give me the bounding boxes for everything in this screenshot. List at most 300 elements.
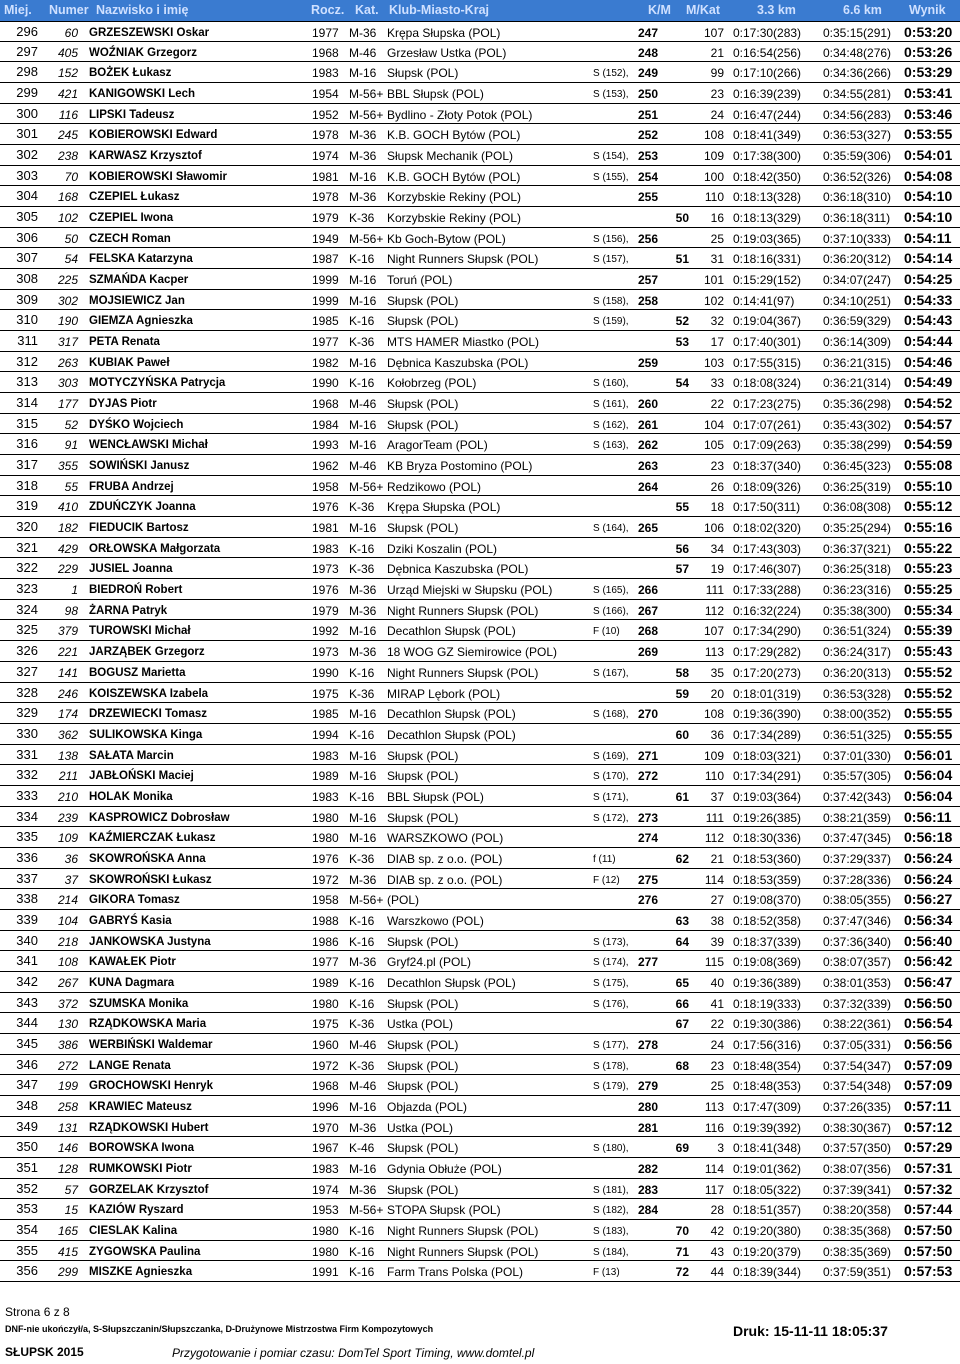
category-place-cell: 26 — [710, 479, 724, 494]
women-place-cell: 56 — [675, 541, 689, 556]
club-cell: Krępa Słupska (POL) — [387, 500, 501, 515]
women-place-cell: 53 — [675, 335, 689, 350]
table-row — [0, 1241, 960, 1262]
result-cell: 0:54:10 — [904, 188, 953, 205]
athlete-name-cell: SAŁATA Marcin — [89, 749, 174, 762]
category-cell: M-56+ — [349, 1203, 384, 1218]
rank-cell: 339 — [16, 911, 38, 927]
club-cell: MIRAP Lębork (POL) — [387, 686, 501, 701]
category-cell: K-36 — [349, 562, 375, 577]
club-cell: Słupsk (POL) — [387, 934, 459, 949]
birth-year-cell: 1970 — [312, 1120, 339, 1135]
rank-cell: 303 — [16, 167, 38, 183]
bib-number-cell: 199 — [57, 1079, 78, 1094]
split-2-cell: 0:35:38(300) — [823, 603, 892, 618]
men-place-cell: 272 — [637, 769, 658, 784]
rank-cell: 340 — [16, 932, 38, 948]
category-cell: M-56+ — [349, 107, 384, 122]
women-place-cell: 67 — [675, 1017, 689, 1032]
category-place-cell: 25 — [710, 1079, 724, 1094]
table-row — [0, 104, 960, 125]
table-row — [0, 558, 960, 579]
athlete-name-cell: KUNA Dagmara — [89, 976, 175, 989]
category-place-cell: 114 — [704, 872, 724, 887]
athlete-name-cell: BIEDROŃ Robert — [89, 584, 183, 597]
club-cell: Dębnica Kaszubska (POL) — [387, 355, 529, 370]
bib-number-cell: 239 — [57, 810, 78, 825]
rank-cell: 326 — [16, 643, 38, 659]
split-2-cell: 0:36:20(313) — [823, 665, 892, 680]
bib-number-cell: 190 — [57, 314, 78, 329]
birth-year-cell: 1989 — [312, 975, 339, 990]
category-cell: K-16 — [349, 996, 375, 1011]
bib-number-cell: 218 — [57, 934, 78, 949]
split-1-cell: 0:17:34(291) — [733, 769, 802, 784]
header-club: Klub-Miasto-Kraj — [389, 3, 489, 17]
split-2-cell: 0:37:39(341) — [823, 1182, 892, 1197]
category-place-cell: 24 — [710, 1037, 724, 1052]
rank-cell: 329 — [16, 705, 38, 721]
men-place-cell: 247 — [637, 26, 658, 40]
table-row — [0, 1034, 960, 1055]
club-cell: Słupsk (POL) — [387, 1037, 459, 1052]
header-year: Rocz. — [311, 3, 345, 17]
result-cell: 0:57:50 — [904, 1242, 953, 1259]
split-2-cell: 0:34:36(266) — [823, 66, 892, 81]
category-place-cell: 103 — [703, 355, 724, 370]
birth-year-cell: 1981 — [312, 521, 339, 536]
split-2-cell: 0:37:32(339) — [823, 996, 892, 1011]
split-2-cell: 0:36:45(323) — [823, 459, 892, 474]
club-cell: DIAB sp. z o.o. (POL) — [387, 872, 503, 887]
split-2-cell: 0:37:29(337) — [823, 851, 892, 866]
athlete-name-cell: FRUBA Andrzej — [89, 480, 174, 493]
split-1-cell: 0:17:56(316) — [733, 1037, 802, 1052]
women-place-cell: 72 — [675, 1265, 689, 1280]
table-row — [0, 1158, 960, 1179]
birth-year-cell: 1980 — [312, 1223, 339, 1238]
table-row — [0, 765, 960, 786]
split-1-cell: 0:15:29(152) — [733, 273, 802, 288]
print-timestamp: Druk: 15-11-11 18:05:37 — [733, 1323, 888, 1339]
local-flag-cell: S (171), — [593, 791, 629, 803]
men-place-cell: 277 — [637, 955, 658, 970]
bib-number-cell: 246 — [57, 686, 78, 701]
athlete-name-cell: TUROWSKI Michał — [89, 625, 191, 638]
category-cell: M-16 — [349, 624, 377, 639]
rank-cell: 353 — [16, 1201, 38, 1217]
rank-cell: 311 — [17, 333, 38, 349]
bib-number-cell: 355 — [57, 459, 78, 474]
split-1-cell: 0:19:08(370) — [733, 893, 802, 908]
result-cell: 0:55:08 — [904, 457, 953, 474]
club-cell: Słupsk (POL) — [387, 521, 459, 536]
men-place-cell: 252 — [637, 128, 658, 143]
category-cell: M-46 — [349, 459, 377, 474]
result-cell: 0:56:50 — [904, 994, 953, 1011]
category-cell: K-16 — [349, 376, 375, 391]
rank-cell: 315 — [16, 415, 38, 431]
split-2-cell: 0:36:59(329) — [823, 314, 892, 329]
split-1-cell: 0:19:01(362) — [733, 1161, 802, 1176]
split-1-cell: 0:18:01(319) — [733, 686, 802, 701]
men-place-cell: 281 — [637, 1120, 658, 1135]
header-name: Nazwisko i imię — [96, 3, 189, 17]
rank-cell: 308 — [16, 271, 38, 287]
header-split-2: 6.6 km — [843, 3, 882, 17]
category-cell: K-36 — [349, 1017, 375, 1032]
bib-number-cell: 131 — [57, 1120, 78, 1135]
rank-cell: 298 — [16, 64, 38, 80]
category-place-cell: 116 — [704, 1120, 724, 1135]
split-1-cell: 0:18:02(320) — [733, 521, 802, 536]
athlete-name-cell: PETA Renata — [89, 336, 160, 349]
club-cell: Korzybskie Rekiny (POL) — [387, 211, 522, 226]
rank-cell: 296 — [16, 24, 38, 39]
table-row — [0, 724, 960, 745]
category-cell: M-16 — [349, 417, 377, 432]
athlete-name-cell: KANIGOWSKI Lech — [89, 88, 196, 101]
category-place-cell: 34 — [710, 541, 724, 556]
result-cell: 0:55:39 — [904, 622, 953, 639]
split-1-cell: 0:19:20(380) — [733, 1223, 802, 1238]
bib-number-cell: 245 — [57, 128, 78, 143]
table-row — [0, 889, 960, 910]
athlete-name-cell: LIPSKI Tadeusz — [89, 108, 175, 121]
split-2-cell: 0:38:00(352) — [823, 707, 892, 722]
local-flag-cell: S (164), — [593, 523, 629, 535]
birth-year-cell: 1973 — [312, 562, 339, 577]
result-cell: 0:55:25 — [904, 581, 953, 598]
table-row — [0, 248, 960, 269]
split-2-cell: 0:36:23(316) — [823, 583, 892, 598]
birth-year-cell: 1983 — [312, 789, 339, 804]
split-1-cell: 0:17:34(289) — [733, 727, 802, 742]
club-cell: Night Runners Słupsk (POL) — [387, 1223, 539, 1238]
header-category: Kat. — [355, 3, 379, 17]
men-place-cell: 280 — [637, 1099, 658, 1114]
women-place-cell: 57 — [675, 562, 689, 577]
rank-cell: 350 — [16, 1139, 38, 1155]
table-row — [0, 869, 960, 890]
rank-cell: 304 — [16, 188, 38, 204]
category-place-cell: 23 — [710, 87, 724, 102]
club-cell: Słupsk (POL) — [387, 397, 459, 412]
local-flag-cell: F (10) — [593, 626, 620, 638]
athlete-name-cell: SZUMSKA Monika — [89, 997, 189, 1010]
bib-number-cell: 50 — [64, 231, 78, 246]
birth-year-cell: 1985 — [312, 707, 339, 722]
club-cell: Słupsk (POL) — [387, 769, 459, 784]
category-place-cell: 44 — [710, 1265, 724, 1280]
category-cell: M-36 — [349, 190, 377, 205]
rank-cell: 324 — [16, 601, 38, 617]
result-cell: 0:56:27 — [904, 891, 953, 908]
split-2-cell: 0:35:38(299) — [823, 438, 892, 453]
men-place-cell: 279 — [637, 1079, 658, 1094]
rank-cell: 348 — [16, 1097, 38, 1113]
split-1-cell: 0:17:47(309) — [733, 1099, 802, 1114]
local-flag-cell: S (170), — [593, 771, 629, 783]
bib-number-cell: 258 — [57, 1099, 78, 1114]
table-row — [0, 1117, 960, 1138]
header-result: Wynik — [909, 3, 946, 17]
split-2-cell: 0:37:47(346) — [823, 913, 892, 928]
men-place-cell: 263 — [637, 459, 658, 474]
athlete-name-cell: ORŁOWSKA Małgorzata — [89, 542, 221, 555]
split-1-cell: 0:18:09(326) — [733, 479, 802, 494]
bib-number-cell: 109 — [57, 831, 78, 846]
birth-year-cell: 1975 — [312, 686, 339, 701]
result-cell: 0:54:14 — [904, 250, 953, 267]
club-cell: Kb Goch-Bytow (POL) — [387, 231, 506, 246]
rank-cell: 343 — [16, 994, 38, 1010]
bib-number-cell: 421 — [57, 87, 78, 102]
men-place-cell: 284 — [637, 1203, 658, 1218]
split-1-cell: 0:18:13(329) — [733, 211, 802, 226]
club-cell: MTS HAMER Miastko (POL) — [387, 335, 540, 350]
women-place-cell: 52 — [675, 314, 689, 329]
bib-number-cell: 108 — [57, 955, 78, 970]
category-cell: K-16 — [349, 665, 375, 680]
result-cell: 0:55:23 — [904, 560, 953, 577]
category-cell: K-36 — [349, 851, 375, 866]
athlete-name-cell: BOROWSKA Iwona — [89, 1142, 194, 1155]
category-cell: M-56+ — [349, 479, 384, 494]
split-1-cell: 0:17:23(275) — [733, 397, 802, 412]
category-cell: K-36 — [349, 335, 375, 350]
club-cell: 18 WOG GZ Siemirowice (POL) — [387, 645, 558, 660]
result-cell: 0:57:11 — [904, 1097, 952, 1114]
rank-cell: 351 — [16, 1159, 38, 1175]
split-1-cell: 0:19:36(390) — [733, 707, 802, 722]
split-2-cell: 0:36:25(318) — [823, 562, 892, 577]
rank-cell: 320 — [16, 519, 38, 535]
athlete-name-cell: FELSKA Katarzyna — [89, 253, 193, 266]
header-rank: Miej. — [4, 3, 32, 17]
result-cell: 0:54:43 — [904, 312, 953, 329]
result-cell: 0:53:41 — [904, 85, 953, 102]
category-cell: M-16 — [349, 438, 377, 453]
category-cell: M-46 — [349, 397, 377, 412]
header-number: Numer — [49, 3, 89, 17]
split-2-cell: 0:36:18(311) — [823, 211, 891, 226]
result-cell: 0:54:10 — [904, 209, 953, 226]
split-2-cell: 0:37:42(343) — [823, 789, 892, 804]
category-place-cell: 37 — [710, 789, 724, 804]
rank-cell: 335 — [16, 829, 38, 845]
rank-cell: 334 — [16, 808, 38, 824]
category-cell: K-16 — [349, 1244, 375, 1259]
category-cell: M-36 — [349, 149, 377, 164]
athlete-name-cell: MISZKE Agnieszka — [89, 1266, 193, 1279]
category-cell: K-36 — [349, 211, 375, 226]
category-cell: K-16 — [349, 541, 375, 556]
split-1-cell: 0:17:10(266) — [733, 66, 802, 81]
category-place-cell: 21 — [710, 851, 724, 866]
split-1-cell: 0:18:16(331) — [733, 252, 802, 267]
athlete-name-cell: KAZIÓW Ryszard — [89, 1204, 184, 1217]
category-cell: M-16 — [349, 769, 377, 784]
club-cell: K.B. GOCH Bytów (POL) — [387, 169, 521, 184]
split-1-cell: 0:18:39(344) — [733, 1265, 802, 1280]
split-2-cell: 0:37:05(331) — [823, 1037, 892, 1052]
category-place-cell: 101 — [703, 273, 724, 288]
category-cell: M-46 — [349, 1079, 377, 1094]
split-1-cell: 0:17:30(283) — [733, 26, 802, 40]
split-1-cell: 0:17:33(288) — [733, 583, 802, 598]
athlete-name-cell: KARWASZ Krzysztof — [89, 150, 202, 163]
table-row — [0, 910, 960, 931]
bib-number-cell: 302 — [57, 293, 78, 308]
bib-number-cell: 54 — [64, 252, 78, 267]
club-cell: Gdynia Obłuże (POL) — [387, 1161, 502, 1176]
split-1-cell: 0:18:48(354) — [733, 1058, 802, 1073]
split-2-cell: 0:35:15(291) — [823, 26, 892, 40]
category-place-cell: 105 — [703, 438, 724, 453]
birth-year-cell: 1962 — [312, 459, 339, 474]
men-place-cell: 262 — [637, 438, 658, 453]
results-table-body — [0, 21, 960, 1282]
table-row — [0, 1013, 960, 1034]
category-cell: M-16 — [349, 748, 377, 763]
result-cell: 0:54:57 — [904, 415, 953, 432]
birth-year-cell: 1984 — [312, 417, 339, 432]
bib-number-cell: 182 — [57, 521, 78, 536]
split-2-cell: 0:36:08(308) — [823, 500, 892, 515]
local-flag-cell: S (179), — [593, 1081, 629, 1093]
category-place-cell: 117 — [704, 1182, 724, 1197]
birth-year-cell: 1985 — [312, 314, 339, 329]
club-cell: Night Runners Słupsk (POL) — [387, 1244, 539, 1259]
category-place-cell: 112 — [704, 603, 724, 618]
women-place-cell: 70 — [675, 1223, 689, 1238]
athlete-name-cell: BOŻEK Łukasz — [89, 67, 172, 80]
split-2-cell: 0:35:57(305) — [823, 769, 892, 784]
table-row — [0, 124, 960, 145]
local-flag-cell: S (184), — [593, 1246, 629, 1258]
local-flag-cell: S (159), — [593, 316, 629, 328]
club-cell: Bydlino - Złoty Potok (POL) — [387, 107, 533, 122]
split-1-cell: 0:18:13(328) — [733, 190, 802, 205]
local-flag-cell: S (178), — [593, 1060, 629, 1072]
result-cell: 0:56:24 — [904, 849, 953, 866]
club-cell: Redzikowo (POL) — [387, 479, 482, 494]
athlete-name-cell: ŻARNA Patryk — [89, 604, 168, 617]
rank-cell: 321 — [16, 539, 38, 555]
athlete-name-cell: ZDUŃCZYK Joanna — [89, 501, 196, 514]
rank-cell: 346 — [16, 1056, 38, 1072]
result-cell: 0:57:09 — [904, 1077, 953, 1094]
bib-number-cell: 221 — [57, 645, 78, 660]
local-flag-cell: S (176), — [593, 998, 629, 1010]
result-cell: 0:56:47 — [904, 973, 953, 990]
bib-number-cell: 91 — [64, 438, 78, 453]
category-place-cell: 111 — [705, 810, 724, 825]
category-place-cell: 110 — [704, 190, 724, 205]
athlete-name-cell: KASPROWICZ Dobrosław — [89, 811, 230, 824]
result-cell: 0:54:49 — [904, 374, 953, 391]
table-row — [0, 1137, 960, 1158]
rank-cell: 327 — [16, 663, 38, 679]
bib-number-cell: 37 — [64, 872, 78, 887]
birth-year-cell: 1976 — [312, 583, 339, 598]
category-cell: M-16 — [349, 273, 377, 288]
category-cell: K-16 — [349, 1223, 375, 1238]
rank-cell: 338 — [16, 891, 38, 907]
category-cell: M-16 — [349, 169, 377, 184]
result-cell: 0:56:24 — [904, 870, 953, 887]
table-row — [0, 538, 960, 559]
result-cell: 0:57:32 — [904, 1180, 953, 1197]
bib-number-cell: 152 — [57, 66, 78, 81]
split-1-cell: 0:18:37(340) — [733, 459, 802, 474]
split-2-cell: 0:37:10(333) — [823, 231, 892, 246]
result-cell: 0:55:16 — [904, 519, 953, 536]
birth-year-cell: 1983 — [312, 66, 339, 81]
athlete-name-cell: KAWAŁEK Piotr — [89, 956, 176, 969]
birth-year-cell: 1983 — [312, 541, 339, 556]
category-place-cell: 21 — [710, 45, 724, 60]
category-cell: M-16 — [349, 831, 377, 846]
local-flag-cell: S (175), — [593, 977, 629, 989]
men-place-cell: 268 — [637, 624, 658, 639]
split-1-cell: 0:16:54(256) — [733, 45, 802, 60]
result-cell: 0:56:42 — [904, 953, 953, 970]
result-cell: 0:55:43 — [904, 643, 953, 660]
women-place-cell: 68 — [675, 1058, 689, 1073]
bib-number-cell: 362 — [57, 727, 78, 742]
result-cell: 0:57:50 — [904, 1221, 953, 1238]
split-2-cell: 0:37:57(350) — [823, 1141, 892, 1156]
athlete-name-cell: MOJSIEWICZ Jan — [89, 294, 185, 307]
women-place-cell: 61 — [675, 789, 689, 804]
result-cell: 0:56:11 — [904, 808, 952, 825]
split-2-cell: 0:38:30(367) — [823, 1120, 892, 1135]
club-cell: Słupsk (POL) — [387, 417, 459, 432]
local-flag-cell: S (156), — [593, 233, 629, 245]
club-cell: DIAB sp. z o.o. (POL) — [387, 851, 503, 866]
split-2-cell: 0:37:01(330) — [823, 748, 892, 763]
local-flag-cell: S (181), — [593, 1184, 629, 1196]
women-place-cell: 60 — [675, 727, 689, 742]
split-2-cell: 0:38:05(355) — [823, 893, 892, 908]
athlete-name-cell: JABŁOŃSKI Maciej — [89, 770, 194, 783]
category-cell: K-16 — [349, 252, 375, 267]
athlete-name-cell: SULIKOWSKA Kinga — [89, 728, 203, 741]
local-flag-cell: S (168), — [593, 709, 629, 721]
women-place-cell: 54 — [675, 376, 689, 391]
table-row — [0, 600, 960, 621]
birth-year-cell: 1993 — [312, 438, 339, 453]
athlete-name-cell: CZECH Roman — [89, 232, 171, 245]
table-row — [0, 83, 960, 104]
result-cell: 0:54:11 — [904, 229, 952, 246]
split-2-cell: 0:37:28(336) — [823, 872, 892, 887]
rank-cell: 316 — [16, 436, 38, 452]
result-cell: 0:56:34 — [904, 911, 953, 928]
category-cell: M-56+ — [349, 231, 384, 246]
athlete-name-cell: ZYGOWSKA Paulina — [89, 1245, 201, 1258]
category-place-cell: 109 — [703, 149, 724, 164]
category-place-cell: 108 — [703, 128, 724, 143]
athlete-name-cell: RUMKOWSKI Piotr — [89, 1162, 192, 1175]
split-2-cell: 0:37:36(340) — [823, 934, 892, 949]
category-cell: M-36 — [349, 1182, 377, 1197]
page-indicator: Strona 6 z 8 — [5, 1305, 70, 1319]
birth-year-cell: 1986 — [312, 934, 339, 949]
local-flag-cell: S (152), — [593, 68, 629, 80]
